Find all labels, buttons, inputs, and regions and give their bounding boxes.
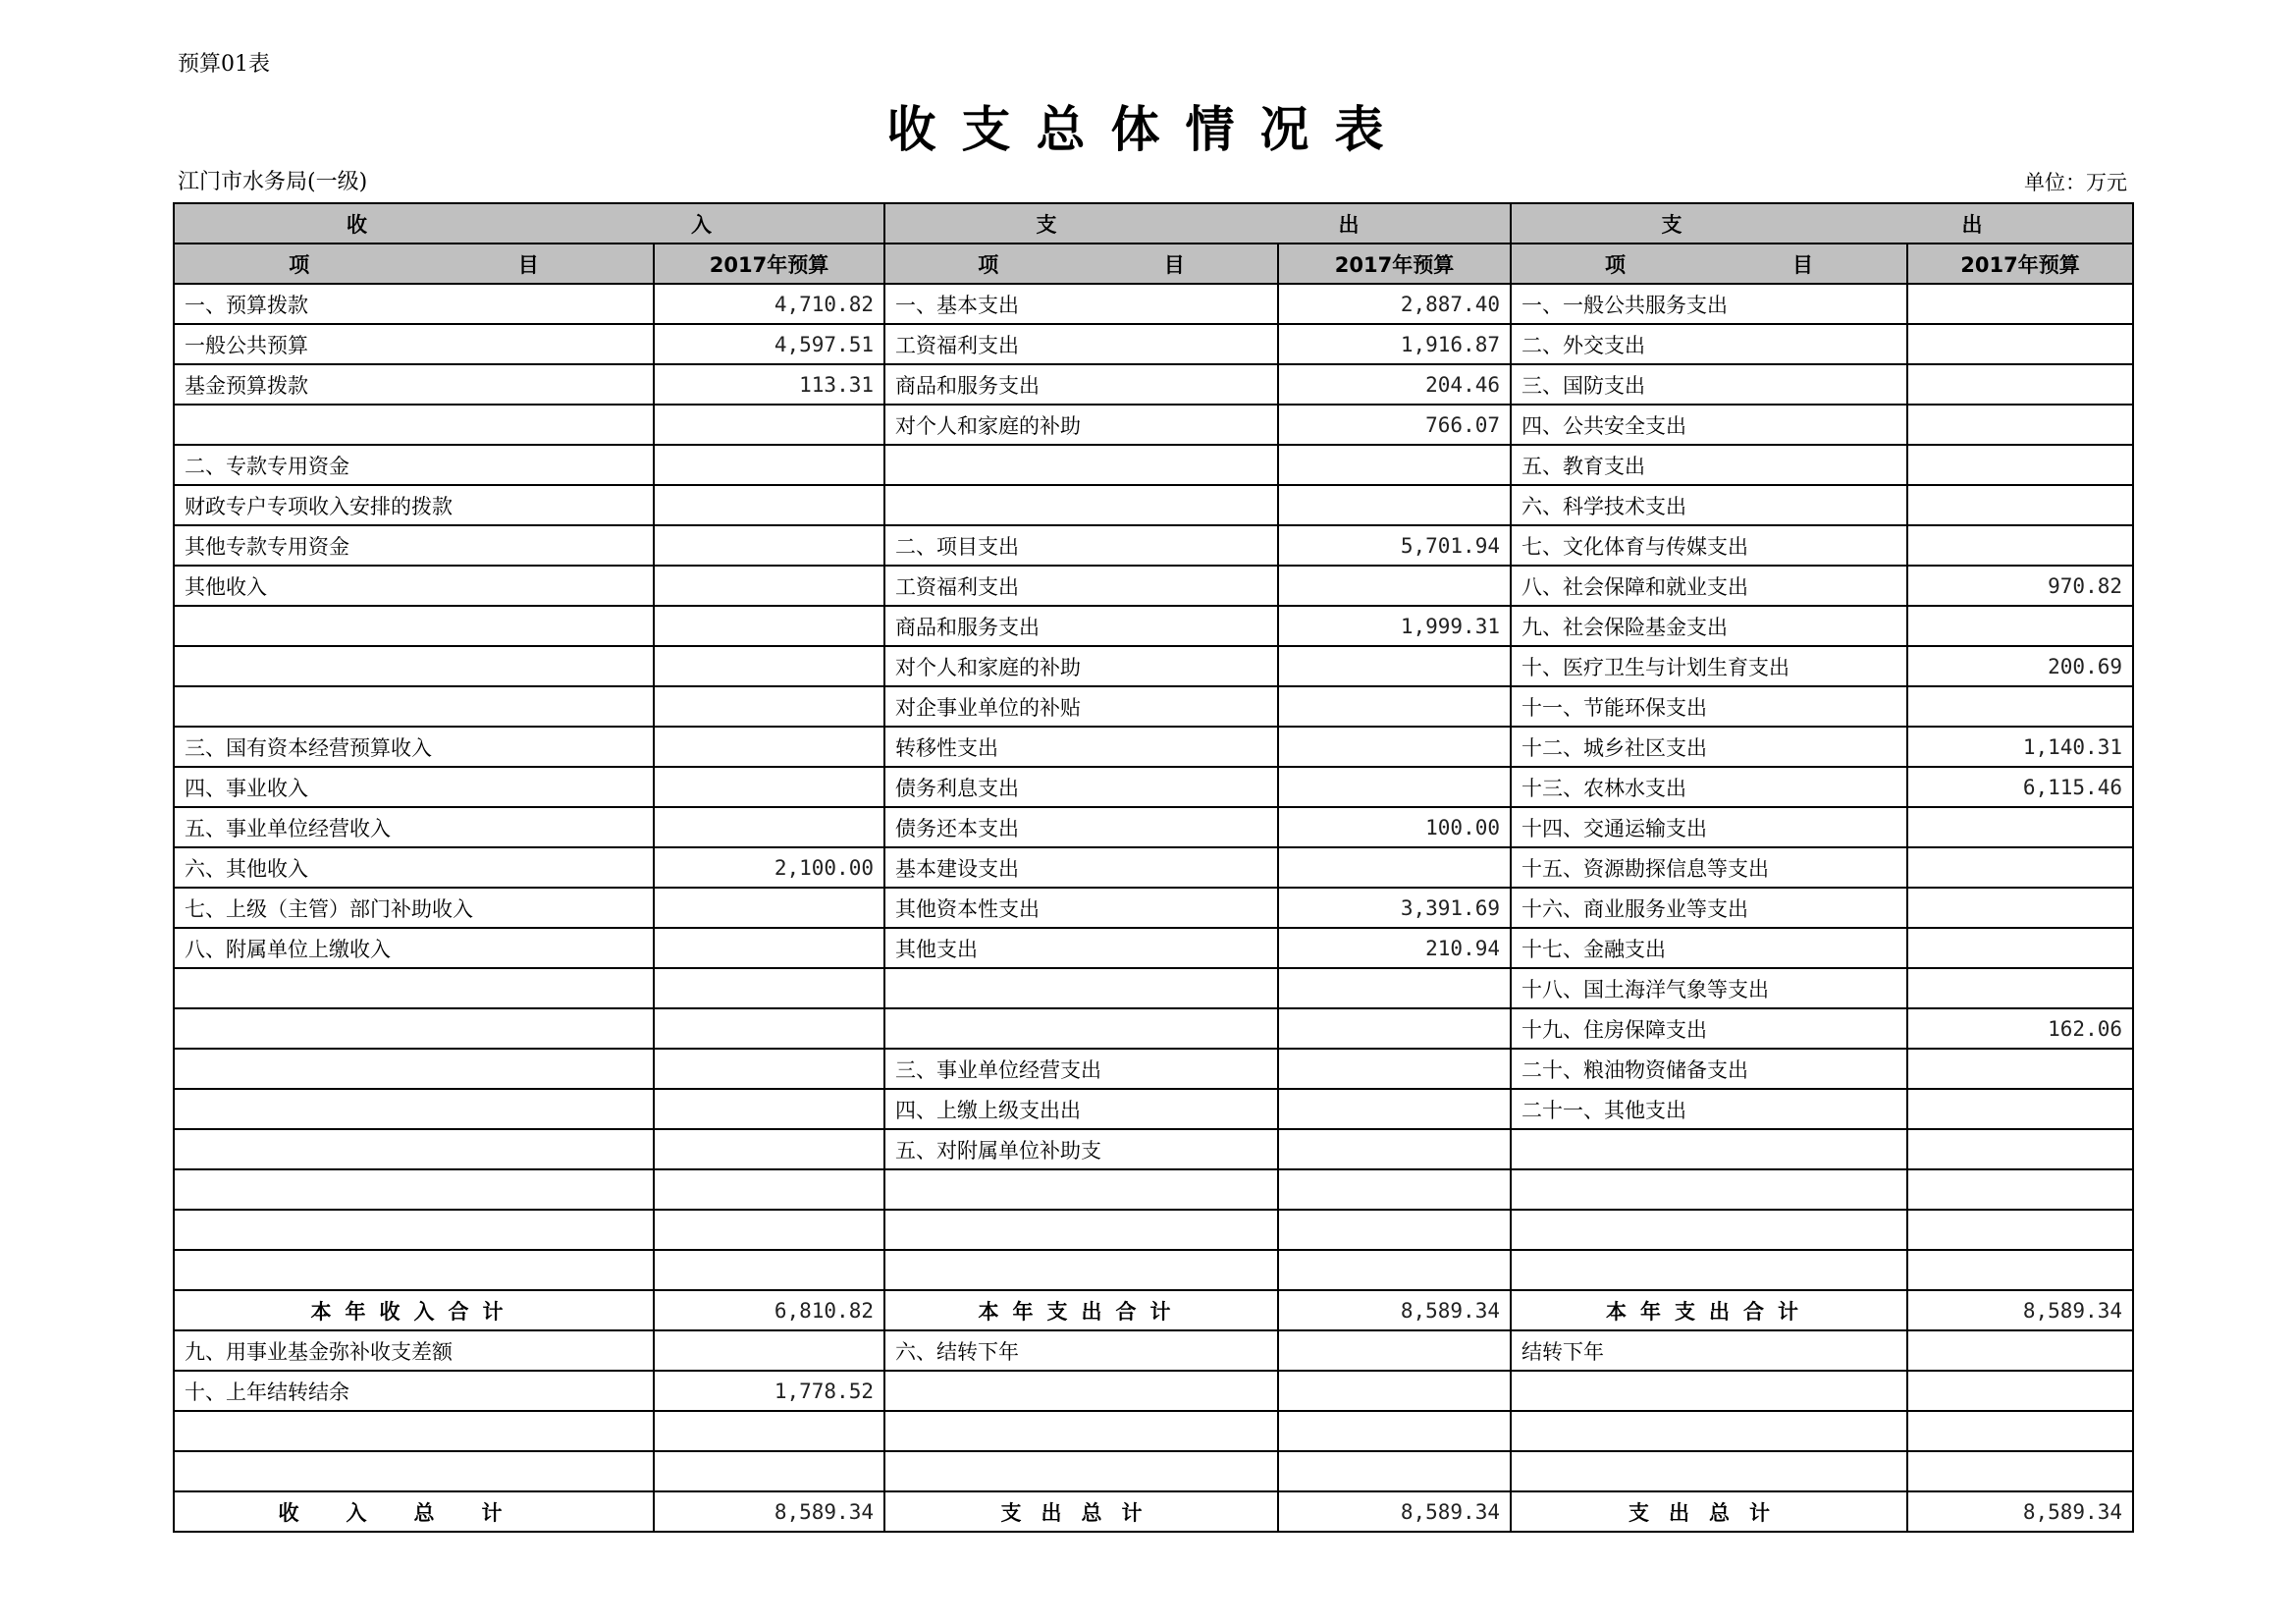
expense-item [884,1008,1278,1049]
income-item [174,1451,654,1491]
expense-item [884,445,1278,485]
expense-item: 工资福利支出 [884,566,1278,606]
header-row-columns [174,244,2133,284]
expense-value [1278,445,1511,485]
expense-item: 五、对附属单位补助支 [884,1129,1278,1169]
income-item: 一、预算拨款 [174,284,654,324]
income-value [654,646,884,686]
income-item: 一般公共预算 [174,324,654,364]
function-value [1907,1129,2133,1169]
function-item [1511,1129,1907,1169]
subtotal-row [174,1290,2133,1330]
income-item: 其他收入 [174,566,654,606]
function-item [1511,1210,1907,1250]
table-row [174,686,2133,727]
expense-value [1278,1330,1511,1371]
table-row [174,646,2133,686]
expense-item [884,1451,1278,1491]
table-row [174,284,2133,324]
table-row [174,1089,2133,1129]
income-item: 四、事业收入 [174,767,654,807]
expense-value: 2,887.40 [1278,284,1511,324]
expense-total-value: 8,589.34 [1278,1491,1511,1532]
function-value [1907,968,2133,1008]
expense-subtotal-label: 本年支出合计 [884,1290,1278,1330]
expense-value: 766.07 [1278,405,1511,445]
income-item: 其他专款专用资金 [174,525,654,566]
function-item: 十八、国土海洋气象等支出 [1511,968,1907,1008]
table-row [174,364,2133,405]
function-value [1907,525,2133,566]
income-value [654,807,884,847]
function-value [1907,888,2133,928]
table-row [174,1169,2133,1210]
table-row [174,485,2133,525]
expense-item [884,1371,1278,1411]
income-value [654,928,884,968]
expense-item: 其他资本性支出 [884,888,1278,928]
function-value [1907,1451,2133,1491]
expense-value: 1,916.87 [1278,324,1511,364]
function-value [1907,847,2133,888]
function-value [1907,1330,2133,1371]
income-item [174,1089,654,1129]
income-value [654,888,884,928]
col-header-item: 项 目 [1511,244,1907,284]
form-code: 预算01表 [178,52,270,77]
income-value [654,1049,884,1089]
expense-value [1278,847,1511,888]
expense-item [884,1210,1278,1250]
expense-value [1278,1371,1511,1411]
function-item [1511,1371,1907,1411]
expense-item: 商品和服务支出 [884,606,1278,646]
expense-item: 对个人和家庭的补助 [884,405,1278,445]
income-item: 二、专款专用资金 [174,445,654,485]
col-header-budget: 2017年预算 [1278,244,1511,284]
function-value [1907,284,2133,324]
expense-value [1278,727,1511,767]
table-row [174,1330,2133,1371]
expense-item: 转移性支出 [884,727,1278,767]
income-value [654,405,884,445]
income-item [174,1129,654,1169]
expense-item [884,1250,1278,1290]
function-value [1907,324,2133,364]
income-subtotal-label: 本年收入合计 [174,1290,654,1330]
income-value [654,1210,884,1250]
function-item [1511,1169,1907,1210]
function-item: 二、外交支出 [1511,324,1907,364]
function-item: 十七、金融支出 [1511,928,1907,968]
expense-value [1278,1049,1511,1089]
expense-item: 对个人和家庭的补助 [884,646,1278,686]
function-total-value: 8,589.34 [1907,1491,2133,1532]
table-row [174,324,2133,364]
income-item: 财政专户专项收入安排的拨款 [174,485,654,525]
income-item: 九、用事业基金弥补收支差额 [174,1330,654,1371]
function-value: 6,115.46 [1907,767,2133,807]
income-value [654,1451,884,1491]
function-value: 162.06 [1907,1008,2133,1049]
table-row [174,767,2133,807]
function-subtotal-label: 本年支出合计 [1511,1290,1907,1330]
income-value [654,525,884,566]
table-row [174,1049,2133,1089]
organization-name: 江门市水务局(一级) [178,170,368,194]
income-item: 十、上年结转结余 [174,1371,654,1411]
income-total-value: 8,589.34 [654,1491,884,1532]
income-value [654,485,884,525]
expense-value: 1,999.31 [1278,606,1511,646]
function-value [1907,1411,2133,1451]
income-item [174,968,654,1008]
expense-value [1278,1089,1511,1129]
income-value [654,686,884,727]
header-income: 收 入 [174,203,884,244]
function-item: 结转下年 [1511,1330,1907,1371]
table-row [174,968,2133,1008]
page-title: 收支总体情况表 [886,101,1410,158]
expense-value [1278,1411,1511,1451]
function-item: 十九、住房保障支出 [1511,1008,1907,1049]
function-item: 七、文化体育与传媒支出 [1511,525,1907,566]
table-row [174,1210,2133,1250]
function-item: 十一、节能环保支出 [1511,686,1907,727]
function-item: 十四、交通运输支出 [1511,807,1907,847]
function-value [1907,364,2133,405]
function-value [1907,1089,2133,1129]
income-value [654,566,884,606]
income-value [654,1250,884,1290]
function-item: 二十一、其他支出 [1511,1089,1907,1129]
expense-value [1278,1008,1511,1049]
table-row [174,566,2133,606]
expense-item: 一、基本支出 [884,284,1278,324]
col-header-item: 项 目 [884,244,1278,284]
expense-value [1278,767,1511,807]
income-item: 六、其他收入 [174,847,654,888]
function-value [1907,1049,2133,1089]
expense-value [1278,1169,1511,1210]
income-total-label: 收入总计 [174,1491,654,1532]
income-value [654,767,884,807]
function-item: 十三、农林水支出 [1511,767,1907,807]
expense-item [884,485,1278,525]
col-header-budget: 2017年预算 [1907,244,2133,284]
function-value [1907,445,2133,485]
expense-value [1278,686,1511,727]
function-value: 1,140.31 [1907,727,2133,767]
income-item [174,405,654,445]
function-item: 十、医疗卫生与计划生育支出 [1511,646,1907,686]
income-value [654,727,884,767]
table-row [174,405,2133,445]
income-item: 基金预算拨款 [174,364,654,405]
income-value [654,1411,884,1451]
expense-value: 3,391.69 [1278,888,1511,928]
income-item [174,1411,654,1451]
function-item: 三、国防支出 [1511,364,1907,405]
expense-item: 六、结转下年 [884,1330,1278,1371]
function-item: 八、社会保障和就业支出 [1511,566,1907,606]
expense-item [884,1411,1278,1451]
income-value [654,1089,884,1129]
budget-table [173,202,2134,1533]
table-row [174,727,2133,767]
function-total-label: 支出总计 [1511,1491,1907,1532]
function-item: 四、公共安全支出 [1511,405,1907,445]
table-row [174,1451,2133,1491]
table-row [174,847,2133,888]
table-row [174,888,2133,928]
table-row [174,606,2133,646]
table-row [174,1411,2133,1451]
expense-value: 5,701.94 [1278,525,1511,566]
income-value [654,1008,884,1049]
table-row [174,525,2133,566]
table-row [174,445,2133,485]
total-row [174,1491,2133,1532]
col-header-budget: 2017年预算 [654,244,884,284]
function-item: 六、科学技术支出 [1511,485,1907,525]
income-item: 五、事业单位经营收入 [174,807,654,847]
income-item [174,646,654,686]
function-item: 一、一般公共服务支出 [1511,284,1907,324]
income-value [654,1330,884,1371]
income-value: 4,710.82 [654,284,884,324]
function-item: 九、社会保险基金支出 [1511,606,1907,646]
function-value [1907,405,2133,445]
expense-value [1278,968,1511,1008]
function-value [1907,1210,2133,1250]
function-value [1907,928,2133,968]
income-item [174,1008,654,1049]
col-header-item: 项 目 [174,244,654,284]
function-item: 二十、粮油物资储备支出 [1511,1049,1907,1089]
income-value: 2,100.00 [654,847,884,888]
function-value [1907,485,2133,525]
function-item [1511,1451,1907,1491]
income-item: 三、国有资本经营预算收入 [174,727,654,767]
income-value [654,968,884,1008]
expense-item: 商品和服务支出 [884,364,1278,405]
unit-label: 单位：万元 [2024,171,2127,194]
function-value: 200.69 [1907,646,2133,686]
expense-value: 100.00 [1278,807,1511,847]
function-value [1907,1169,2133,1210]
expense-value: 204.46 [1278,364,1511,405]
function-value: 970.82 [1907,566,2133,606]
income-item: 八、附属单位上缴收入 [174,928,654,968]
income-value [654,606,884,646]
income-item [174,1210,654,1250]
function-value [1907,606,2133,646]
header-expense-functional: 支 出 [1511,203,2133,244]
expense-item: 债务利息支出 [884,767,1278,807]
income-item [174,606,654,646]
table-row [174,1008,2133,1049]
function-value [1907,1371,2133,1411]
header-row-sections [174,203,2133,244]
income-value [654,445,884,485]
function-subtotal-value: 8,589.34 [1907,1290,2133,1330]
income-subtotal-value: 6,810.82 [654,1290,884,1330]
expense-item: 基本建设支出 [884,847,1278,888]
income-item [174,1049,654,1089]
income-value: 1,778.52 [654,1371,884,1411]
function-item: 十二、城乡社区支出 [1511,727,1907,767]
expense-value [1278,1210,1511,1250]
expense-item: 二、项目支出 [884,525,1278,566]
function-item: 五、教育支出 [1511,445,1907,485]
expense-item: 四、上缴上级支出出 [884,1089,1278,1129]
function-item: 十六、商业服务业等支出 [1511,888,1907,928]
expense-total-label: 支出总计 [884,1491,1278,1532]
expense-value [1278,566,1511,606]
expense-item: 对企事业单位的补贴 [884,686,1278,727]
table-row [174,1129,2133,1169]
table-row [174,1371,2133,1411]
expense-item: 工资福利支出 [884,324,1278,364]
income-item [174,1169,654,1210]
function-value [1907,686,2133,727]
income-item [174,1250,654,1290]
function-value [1907,1250,2133,1290]
expense-item [884,968,1278,1008]
income-value [654,1169,884,1210]
income-value: 4,597.51 [654,324,884,364]
expense-item [884,1169,1278,1210]
expense-subtotal-value: 8,589.34 [1278,1290,1511,1330]
function-item [1511,1250,1907,1290]
function-item: 十五、资源勘探信息等支出 [1511,847,1907,888]
income-item: 七、上级（主管）部门补助收入 [174,888,654,928]
table-row [174,928,2133,968]
table-row [174,807,2133,847]
expense-item: 其他支出 [884,928,1278,968]
expense-value [1278,1250,1511,1290]
function-item [1511,1411,1907,1451]
income-item [174,686,654,727]
income-value [654,1129,884,1169]
expense-value: 210.94 [1278,928,1511,968]
expense-value [1278,646,1511,686]
expense-value [1278,1129,1511,1169]
expense-value [1278,1451,1511,1491]
function-value [1907,807,2133,847]
expense-item: 三、事业单位经营支出 [884,1049,1278,1089]
income-value: 113.31 [654,364,884,405]
header-expense-economic: 支 出 [884,203,1511,244]
expense-value [1278,485,1511,525]
table-row [174,1250,2133,1290]
expense-item: 债务还本支出 [884,807,1278,847]
